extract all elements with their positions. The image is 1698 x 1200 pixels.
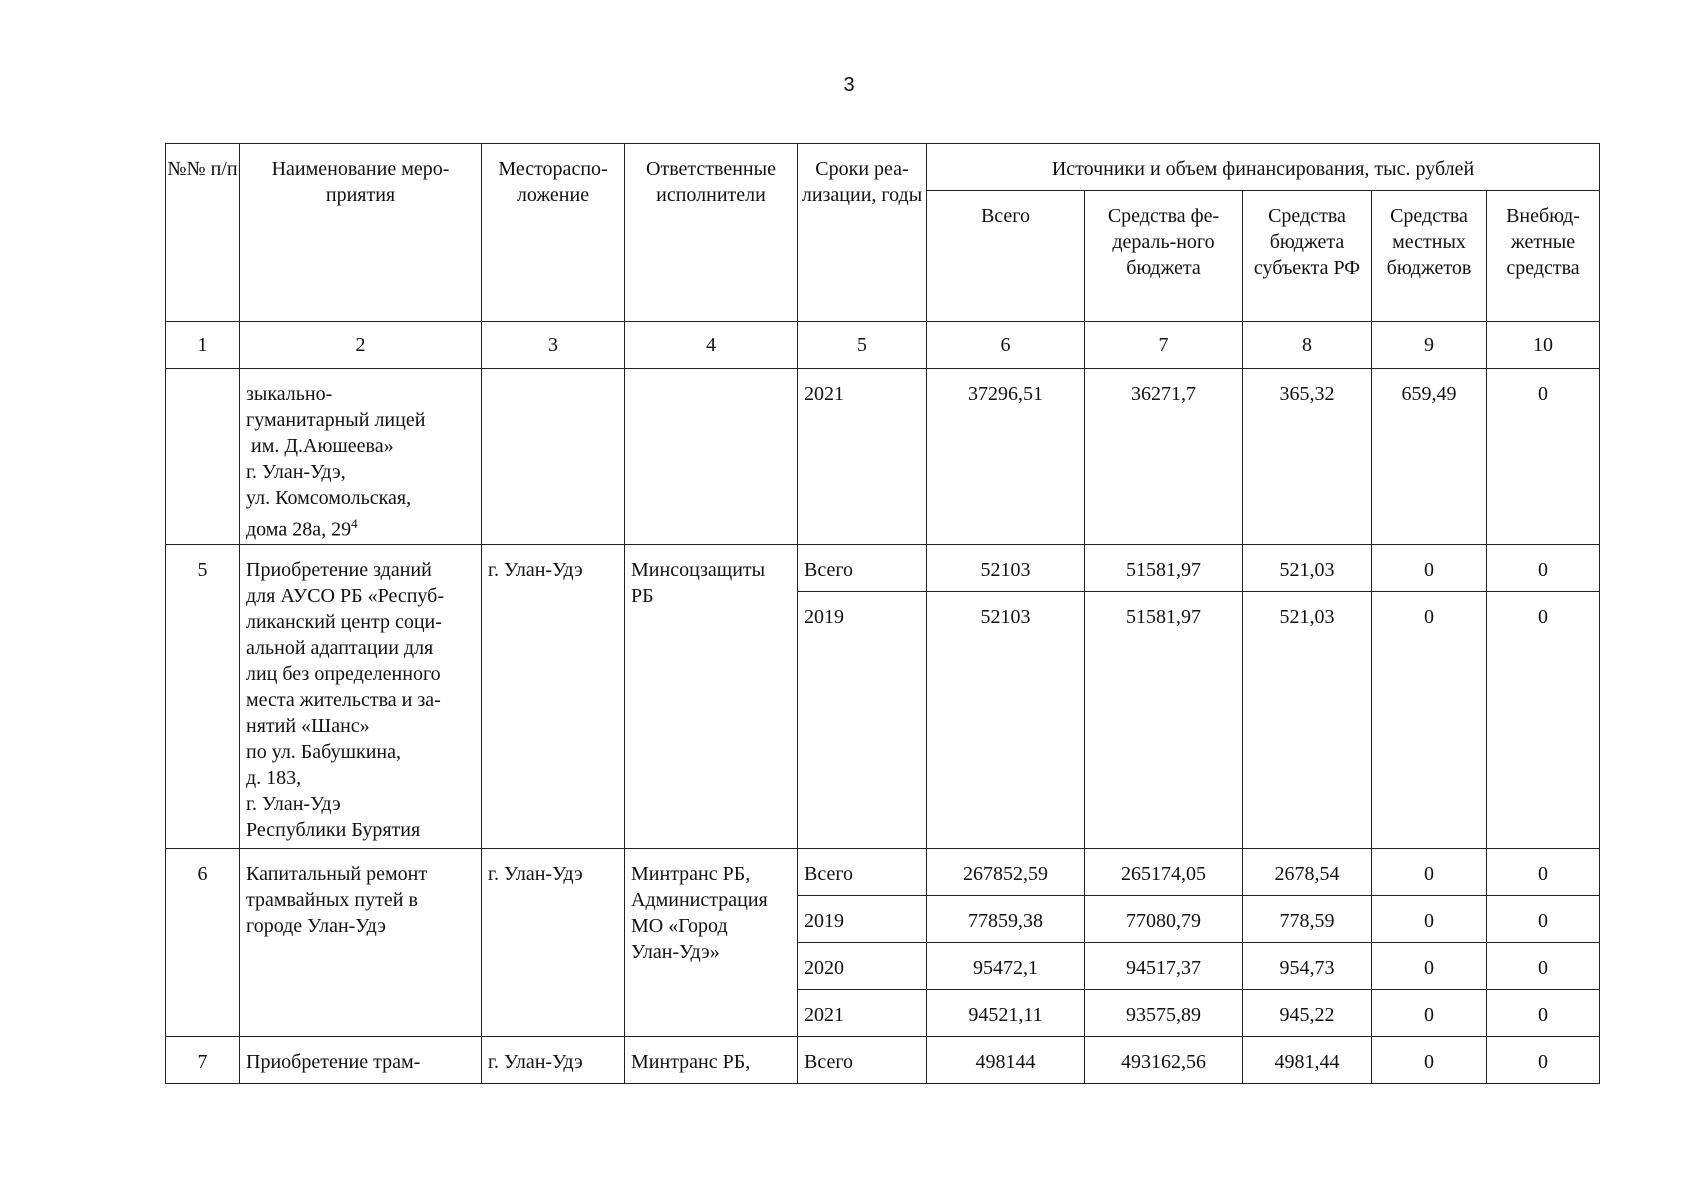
name-line: ликанский центр соци- xyxy=(246,611,442,633)
subject-cell: 945,22 xyxy=(1243,990,1372,1037)
local-cell: 659,49 xyxy=(1372,369,1487,545)
header-period: Сроки реа-лизации, годы xyxy=(798,144,927,322)
name-line: д. 183, xyxy=(246,767,302,789)
local-cell: 0 xyxy=(1372,1037,1487,1084)
responsible-cell xyxy=(625,545,798,849)
extra-cell: 0 xyxy=(1487,849,1600,896)
name-line: Приобретение зданий xyxy=(246,559,432,581)
item-name-cell xyxy=(240,545,482,849)
table-row xyxy=(166,849,1600,896)
subject-cell: 778,59 xyxy=(1243,896,1372,943)
year-cell: Всего xyxy=(798,545,927,592)
responsible-line: Улан-Удэ» xyxy=(631,941,720,963)
header-responsible: Ответственные исполнители xyxy=(625,144,798,322)
name-line: для АУСО РБ «Респуб- xyxy=(246,585,444,607)
year-cell: Всего xyxy=(798,1037,927,1084)
name-line: зыкально- xyxy=(246,383,333,405)
name-line: гуманитарный лицей xyxy=(246,409,426,431)
responsible-line: Минсоцзащиты xyxy=(631,559,766,581)
item-name-cell xyxy=(240,849,482,1037)
year-cell: 2021 xyxy=(798,990,927,1037)
total-cell: 95472,1 xyxy=(927,943,1085,990)
financing-table xyxy=(165,143,1600,1084)
federal-cell: 493162,56 xyxy=(1085,1037,1243,1084)
total-cell: 37296,51 xyxy=(927,369,1085,545)
total-cell: 267852,59 xyxy=(927,849,1085,896)
subject-cell: 521,03 xyxy=(1243,545,1372,592)
item-name-cell xyxy=(240,1037,482,1084)
location-cell: г. Улан-Удэ xyxy=(482,545,625,849)
responsible-cell xyxy=(625,369,798,545)
item-number-cell: 7 xyxy=(166,1037,240,1084)
year-cell: 2019 xyxy=(798,592,927,849)
name-line xyxy=(246,511,475,543)
extra-cell: 0 xyxy=(1487,990,1600,1037)
federal-cell: 265174,05 xyxy=(1085,849,1243,896)
column-number: 5 xyxy=(798,322,927,369)
column-number: 3 xyxy=(482,322,625,369)
name-line: г. Улан-Удэ xyxy=(246,793,341,815)
name-line: по ул. Бабушкина, xyxy=(246,741,401,763)
header-sources: Источники и объем финансирования, тыс. рублей xyxy=(927,144,1600,191)
responsible-line: РБ xyxy=(631,585,654,607)
column-number: 10 xyxy=(1487,322,1600,369)
name-line: лиц без определенного xyxy=(246,663,441,685)
header-num: №№ п/п xyxy=(166,144,240,322)
header-extra: Внебюд-жетные средства xyxy=(1487,191,1600,322)
table-row xyxy=(166,545,1600,592)
name-line: ул. Комсомольская, xyxy=(246,487,412,509)
extra-cell: 0 xyxy=(1487,896,1600,943)
federal-cell: 36271,7 xyxy=(1085,369,1243,545)
name-line: городе Улан-Удэ xyxy=(246,915,386,937)
page-number: 3 xyxy=(843,74,855,96)
column-number: 1 xyxy=(166,322,240,369)
total-cell: 52103 xyxy=(927,592,1085,849)
federal-cell: 77080,79 xyxy=(1085,896,1243,943)
federal-cell: 51581,97 xyxy=(1085,592,1243,849)
subject-cell: 4981,44 xyxy=(1243,1037,1372,1084)
subject-cell: 954,73 xyxy=(1243,943,1372,990)
location-cell xyxy=(482,369,625,545)
responsible-line: МО «Город xyxy=(631,915,728,937)
name-line: г. Улан-Удэ, xyxy=(246,461,346,483)
local-cell: 0 xyxy=(1372,849,1487,896)
name-line: трамвайных путей в xyxy=(246,889,418,911)
item-number-cell xyxy=(166,369,240,545)
responsible-cell xyxy=(625,1037,798,1084)
name-line: альной адаптации для xyxy=(246,637,434,659)
responsible-line: Минтранс РБ, xyxy=(631,863,751,885)
federal-cell: 94517,37 xyxy=(1085,943,1243,990)
name-line: Капитальный ремонт xyxy=(246,863,428,885)
year-cell: 2020 xyxy=(798,943,927,990)
total-cell: 77859,38 xyxy=(927,896,1085,943)
extra-cell: 0 xyxy=(1487,592,1600,849)
name-line: им. Д.Аюшеева» xyxy=(246,435,394,457)
responsible-line: Администрация xyxy=(631,889,768,911)
extra-cell: 0 xyxy=(1487,1037,1600,1084)
extra-cell: 0 xyxy=(1487,545,1600,592)
local-cell: 0 xyxy=(1372,592,1487,849)
location-cell: г. Улан-Удэ xyxy=(482,849,625,1037)
subject-cell: 2678,54 xyxy=(1243,849,1372,896)
column-number: 9 xyxy=(1372,322,1487,369)
total-cell: 498144 xyxy=(927,1037,1085,1084)
item-number-cell: 5 xyxy=(166,545,240,849)
header-name: Наименование меро-приятия xyxy=(240,144,482,322)
local-cell: 0 xyxy=(1372,990,1487,1037)
federal-cell: 51581,97 xyxy=(1085,545,1243,592)
federal-cell: 93575,89 xyxy=(1085,990,1243,1037)
footnote-marker: 4 xyxy=(351,516,358,531)
name-line: места жительства и за- xyxy=(246,689,441,711)
item-name-cell xyxy=(240,369,482,545)
column-number: 4 xyxy=(625,322,798,369)
header-local: Средства местных бюджетов xyxy=(1372,191,1487,322)
name-line: нятий «Шанс» xyxy=(246,715,370,737)
header-federal: Средства фе-дераль-ного бюджета xyxy=(1085,191,1243,322)
header-total: Всего xyxy=(927,191,1085,322)
total-cell: 94521,11 xyxy=(927,990,1085,1037)
column-number: 6 xyxy=(927,322,1085,369)
address-text: дома 28а, 29 xyxy=(246,518,352,541)
year-cell: 2019 xyxy=(798,896,927,943)
subject-cell: 365,32 xyxy=(1243,369,1372,545)
local-cell: 0 xyxy=(1372,896,1487,943)
header-subject: Средства бюджета субъекта РФ xyxy=(1243,191,1372,322)
subject-cell: 521,03 xyxy=(1243,592,1372,849)
table-row xyxy=(166,369,1600,545)
total-cell: 52103 xyxy=(927,545,1085,592)
extra-cell: 0 xyxy=(1487,943,1600,990)
year-cell: 2021 xyxy=(798,369,927,545)
column-number: 8 xyxy=(1243,322,1372,369)
column-number: 2 xyxy=(240,322,482,369)
responsible-line: Минтранс РБ, xyxy=(631,1051,751,1073)
local-cell: 0 xyxy=(1372,943,1487,990)
name-line: Приобретение трам- xyxy=(246,1051,421,1073)
extra-cell: 0 xyxy=(1487,369,1600,545)
header-location: Местораспо-ложение xyxy=(482,144,625,322)
name-line: Республики Бурятия xyxy=(246,819,421,841)
column-number: 7 xyxy=(1085,322,1243,369)
responsible-cell xyxy=(625,849,798,1037)
item-number-cell: 6 xyxy=(166,849,240,1037)
location-cell: г. Улан-Удэ xyxy=(482,1037,625,1084)
year-cell: Всего xyxy=(798,849,927,896)
local-cell: 0 xyxy=(1372,545,1487,592)
table-row xyxy=(166,1037,1600,1084)
